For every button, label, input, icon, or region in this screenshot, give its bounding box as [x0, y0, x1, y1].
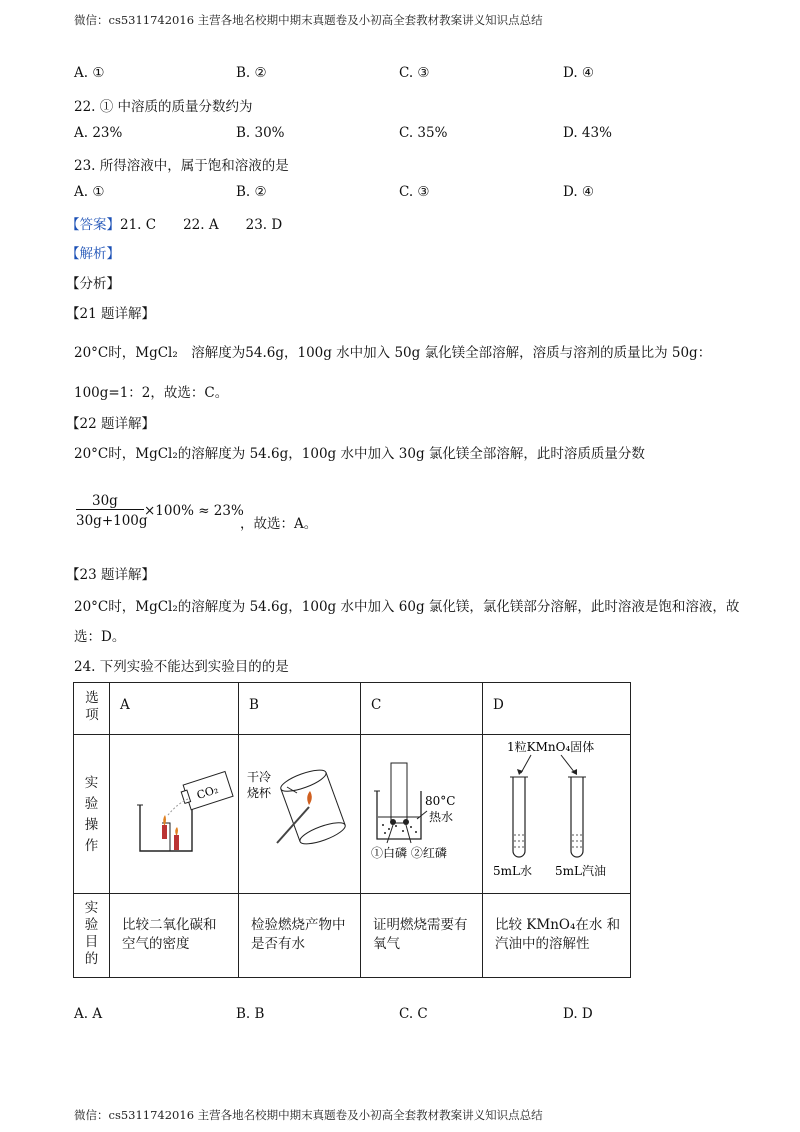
- table-head-c: C: [361, 683, 483, 735]
- purpose-c: 证明燃烧需要有氧气: [361, 894, 483, 978]
- answer-line: [66, 213, 282, 233]
- fraction-denominator: 30g+100g: [76, 513, 148, 529]
- experiment-table: [73, 682, 631, 978]
- d22-title: 【22 题详解】: [66, 416, 155, 432]
- figure-b: [239, 735, 361, 894]
- q21-option-b[interactable]: B. ②: [236, 65, 267, 81]
- fraction-numerator: 30g: [92, 493, 118, 509]
- table-label-operation: 实验操作: [74, 735, 110, 894]
- q22-stem: 22. ① 中溶质的质量分数约为: [74, 99, 253, 115]
- d22-line1: 20°C时，MgCl₂的溶解度为 54.6g，100g 水中加入 30g 氯化镁全部溶解，此时溶质质量分数: [74, 446, 645, 462]
- q22-option-d[interactable]: D. 43%: [563, 125, 612, 141]
- d23-line2: 选：D。: [74, 629, 126, 645]
- q24-option-c[interactable]: C. C: [399, 1006, 428, 1022]
- label-beaker: 烧杯: [247, 786, 272, 800]
- d22-conclusion: ，故选：A。: [240, 516, 318, 532]
- kmno4-dissolve-diagram: [483, 735, 631, 889]
- table-label-purpose: 实验目的: [74, 894, 110, 978]
- d23-title: 【23 题详解】: [66, 567, 155, 583]
- page-footer: 微信：cs5311742016 主营各地名校期中期末真题卷及小初高全套教材教案讲义知识点总结: [74, 1108, 543, 1122]
- co2-pour-beaker-diagram: [110, 735, 239, 889]
- q21-option-d[interactable]: D. ④: [563, 65, 595, 81]
- table-head-a: A: [110, 683, 239, 735]
- temp-label: 80°C: [425, 794, 456, 808]
- table-label-option: 选项: [74, 683, 110, 735]
- q24-option-d[interactable]: D. D: [563, 1006, 593, 1022]
- purpose-b: 检验燃烧产物中是否有水: [239, 894, 361, 978]
- figure-a: [110, 735, 239, 894]
- q23-option-c[interactable]: C. ③: [399, 184, 430, 200]
- d21-line2: 100g=1：2，故选：C。: [74, 385, 229, 401]
- d21-title: 【21 题详解】: [66, 306, 155, 322]
- fenxi-tag: 【分析】: [66, 276, 120, 292]
- answer-text: 21. C 22. A 23. D: [120, 217, 283, 233]
- hot-water-label: 热水: [429, 810, 454, 824]
- phosphorus-label: ①白磷 ②红磷: [371, 846, 447, 860]
- q24-option-b[interactable]: B. B: [236, 1006, 265, 1022]
- purpose-d: 比较 KMnO₄在水 和汽油中的溶解性: [483, 894, 631, 978]
- q22-option-a[interactable]: A. 23%: [74, 125, 123, 141]
- fraction-bar: [76, 509, 144, 510]
- q22-option-c[interactable]: C. 35%: [399, 125, 448, 141]
- q24-option-a[interactable]: A. A: [74, 1006, 103, 1022]
- table-head-d: D: [483, 683, 631, 735]
- purpose-a: 比较二氧化碳和空气的密度: [110, 894, 239, 978]
- q23-stem: 23. 所得溶液中，属于饱和溶液的是: [74, 158, 289, 174]
- q23-option-d[interactable]: D. ④: [563, 184, 595, 200]
- d21-line1: 20°C时，MgCl₂ 溶解度为54.6g，100g 水中加入 50g 氯化镁全部溶解，溶质与溶剂的质量比为 50g：: [74, 345, 712, 361]
- d22-fraction: [74, 493, 244, 533]
- figure-d: [483, 735, 631, 894]
- q23-option-a[interactable]: A. ①: [74, 184, 105, 200]
- q21-option-c[interactable]: C. ③: [399, 65, 430, 81]
- phosphorus-hot-water-diagram: [361, 735, 483, 889]
- gasoline-label: 5mL汽油: [555, 864, 606, 878]
- q24-stem: 24. 下列实验不能达到实验目的的是: [74, 659, 289, 675]
- figure-c: [361, 735, 483, 894]
- page-header: 微信：cs5311742016 主营各地名校期中期末真题卷及小初高全套教材教案讲义知识点总结: [74, 13, 543, 27]
- q21-option-a[interactable]: A. ①: [74, 65, 105, 81]
- analysis-tag: 【解析】: [66, 246, 120, 262]
- answer-tag: 【答案】: [66, 217, 120, 233]
- co2-label: CO₂: [195, 782, 220, 802]
- q22-option-b[interactable]: B. 30%: [236, 125, 285, 141]
- label-dry-cold: 干冷: [247, 770, 272, 784]
- table-head-b: B: [239, 683, 361, 735]
- fraction-result: ×100% ≈ 23%: [144, 503, 244, 519]
- water-label: 5mL水: [493, 864, 532, 878]
- q23-option-b[interactable]: B. ②: [236, 184, 267, 200]
- kmno4-label: 1粒KMnO₄固体: [507, 740, 595, 754]
- dry-cold-beaker-diagram: [239, 735, 361, 889]
- d23-line1: 20°C时，MgCl₂的溶解度为 54.6g，100g 水中加入 60g 氯化镁，氯化镁部分溶解，此时溶液是饱和溶液，故: [74, 599, 740, 615]
